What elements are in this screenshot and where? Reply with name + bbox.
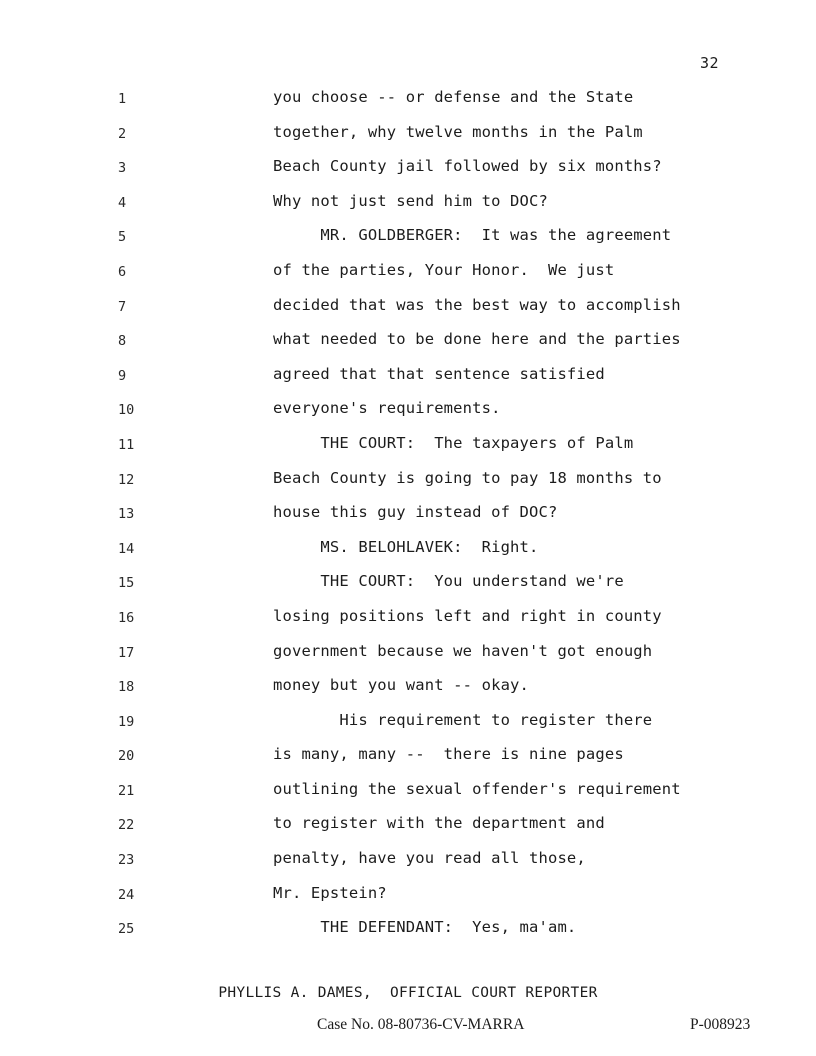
line-number: 8 (118, 333, 127, 350)
line-number: 11 (118, 436, 135, 453)
line-number: 2 (118, 125, 127, 142)
transcript-line (0, 778, 816, 813)
page-number: 32 (700, 54, 720, 72)
transcript-line (0, 709, 816, 744)
transcript-line (0, 224, 816, 259)
line-number: 20 (118, 748, 135, 765)
line-number: 10 (118, 402, 135, 419)
line-number: 15 (118, 575, 135, 592)
line-text: is many, many -- there is nine pages (273, 745, 624, 764)
transcript-line (0, 536, 816, 571)
line-text: together, why twelve months in the Palm (273, 122, 643, 141)
line-number: 21 (118, 782, 135, 799)
line-text: THE COURT: The taxpayers of Palm (273, 433, 634, 452)
line-text: THE DEFENDANT: Yes, ma'am. (273, 918, 577, 937)
footer-reporter-credit: PHYLLIS A. DAMES, OFFICIAL COURT REPORTER (218, 985, 598, 1001)
line-text: His requirement to register there (273, 710, 653, 729)
line-text: agreed that that sentence satisfied (273, 364, 605, 383)
line-number: 9 (118, 367, 127, 384)
line-number: 13 (118, 506, 135, 523)
transcript-line (0, 259, 816, 294)
line-text: Beach County jail followed by six months? (273, 157, 662, 176)
line-number: 17 (118, 644, 135, 661)
line-text: penalty, have you read all those, (273, 849, 586, 868)
line-text: outlining the sexual offender's requirement (273, 779, 681, 798)
line-number: 19 (118, 713, 135, 730)
transcript-line (0, 847, 816, 882)
line-number: 24 (118, 886, 135, 903)
transcript-line (0, 363, 816, 398)
transcript-line (0, 432, 816, 467)
line-number: 12 (118, 471, 135, 488)
line-text: Mr. Epstein? (273, 883, 387, 902)
transcript-line (0, 501, 816, 536)
line-text: government because we haven't got enough (273, 641, 653, 660)
line-number: 1 (118, 91, 127, 107)
line-number: 23 (118, 852, 135, 869)
transcript-line (0, 640, 816, 675)
transcript-line (0, 155, 816, 190)
transcript-line (0, 674, 816, 709)
line-number: 7 (118, 298, 127, 315)
line-text: decided that was the best way to accomplish (273, 295, 681, 314)
line-text: MR. GOLDBERGER: It was the agreement (273, 226, 672, 245)
transcript-line (0, 190, 816, 225)
transcript-line (0, 86, 816, 121)
line-number: 5 (118, 229, 127, 246)
transcript-line (0, 121, 816, 156)
transcript-line (0, 882, 816, 917)
line-text: what needed to be done here and the parties (273, 330, 681, 349)
line-text: losing positions left and right in county (273, 606, 662, 625)
transcript-line (0, 397, 816, 432)
transcript-line (0, 812, 816, 847)
transcript-body (0, 86, 816, 951)
line-number: 4 (118, 194, 127, 211)
transcript-line (0, 916, 816, 951)
line-text: you choose -- or defense and the State (273, 88, 634, 106)
footer-case-number: Case No. 08-80736-CV-MARRA (317, 1016, 525, 1033)
transcript-line (0, 605, 816, 640)
line-text: THE COURT: You understand we're (273, 572, 624, 591)
line-number: 18 (118, 679, 135, 696)
line-number: 16 (118, 609, 135, 626)
transcript-line (0, 743, 816, 778)
line-number: 14 (118, 540, 135, 557)
line-text: Beach County is going to pay 18 months to (273, 468, 662, 487)
line-number: 22 (118, 817, 135, 834)
line-text: money but you want -- okay. (273, 676, 530, 695)
transcript-line (0, 328, 816, 363)
transcript-line (0, 294, 816, 329)
transcript-line (0, 467, 816, 502)
line-text: house this guy instead of DOC? (273, 503, 558, 522)
transcript-line (0, 570, 816, 605)
line-number: 3 (118, 160, 127, 177)
line-text: of the parties, Your Honor. We just (273, 260, 615, 279)
line-text: to register with the department and (273, 814, 605, 833)
footer-bates-number: P-008923 (690, 1016, 751, 1033)
line-text: everyone's requirements. (273, 399, 501, 418)
line-number: 6 (118, 263, 127, 280)
line-number: 25 (118, 921, 135, 938)
line-text: MS. BELOHLAVEK: Right. (273, 537, 539, 556)
line-text: Why not just send him to DOC? (273, 191, 548, 210)
